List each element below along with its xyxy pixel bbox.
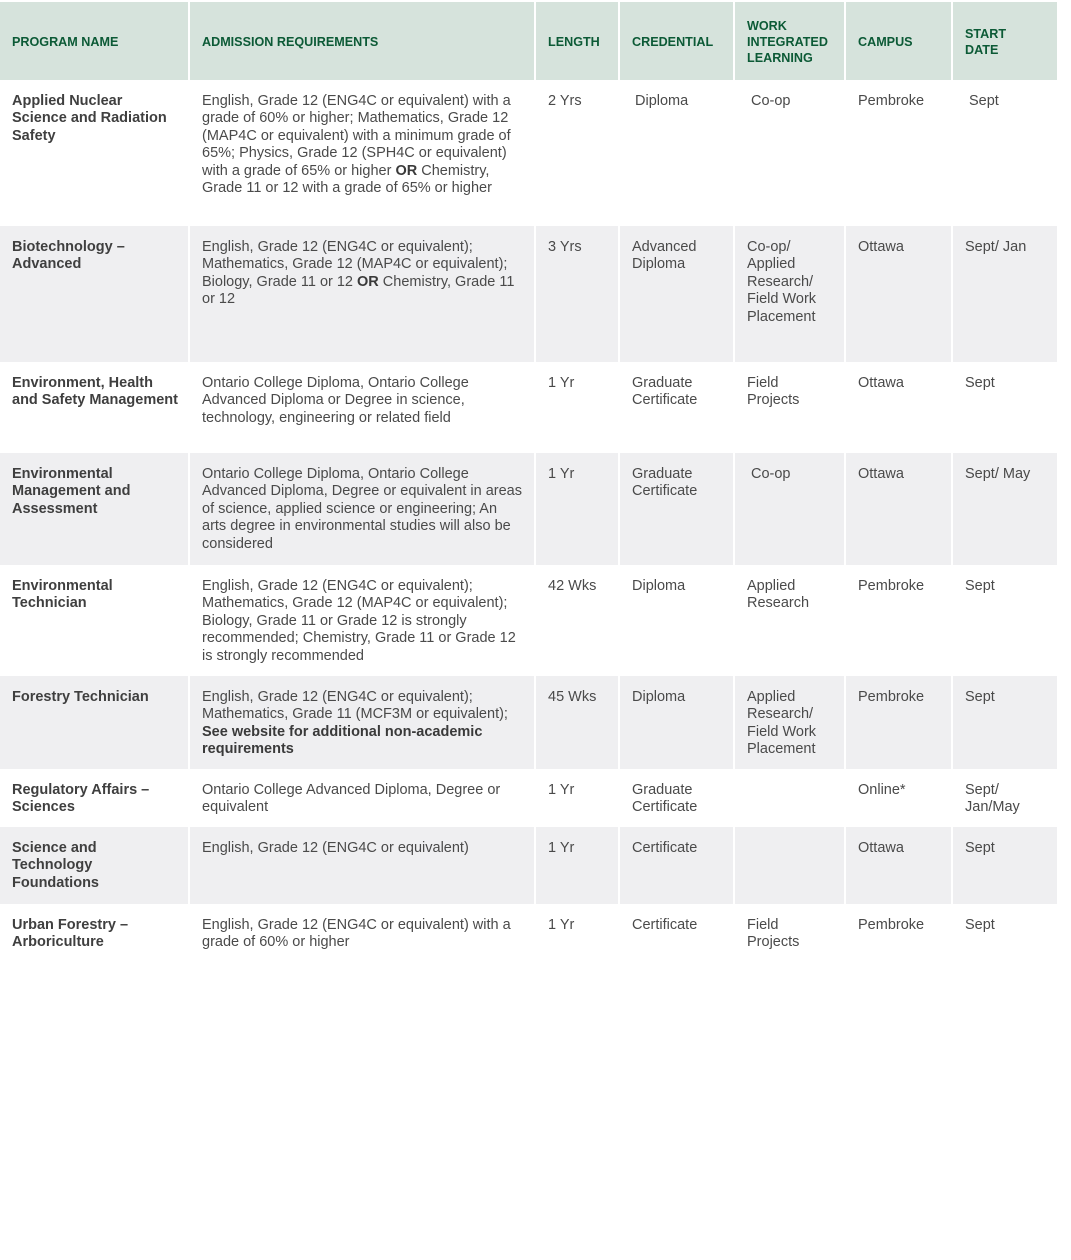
requirement-emphasis: See website for additional non-academic requirements bbox=[202, 723, 483, 758]
campus-cell: Pembroke bbox=[846, 80, 953, 226]
table-row bbox=[0, 565, 1057, 676]
table-row bbox=[0, 362, 1057, 453]
start-date-cell: Sept bbox=[969, 93, 999, 109]
requirement-text: English, Grade 12 (ENG4C or equivalent) with a grade of 60% or higher bbox=[202, 917, 511, 951]
header-credential: CREDENTIAL bbox=[620, 2, 735, 80]
requirement-emphasis: OR bbox=[357, 273, 379, 290]
start-date-cell: Sept/ Jan/May bbox=[965, 782, 1020, 816]
header-row bbox=[0, 2, 1057, 80]
work-integrated-learning-cell: Applied Research bbox=[735, 565, 846, 676]
program-name-cell: Environmental Technician bbox=[0, 565, 190, 676]
start-date-cell: Sept bbox=[965, 375, 995, 391]
requirement-text: English, Grade 12 (ENG4C or equivalent); Mathematics, Grade 12 (MAP4C or equivalent); Biology, Grade 11 or 12 bbox=[202, 239, 508, 290]
length-cell: 1 Yr bbox=[536, 362, 620, 453]
admission-requirements-cell bbox=[190, 676, 536, 769]
admission-requirements-cell bbox=[190, 565, 536, 676]
credential-cell: Graduate Certificate bbox=[620, 769, 735, 827]
credential-cell: Diploma bbox=[620, 676, 735, 769]
start-date-cell: Sept bbox=[965, 578, 995, 594]
program-name-cell: Regulatory Affairs – Sciences bbox=[0, 769, 190, 827]
campus-cell: Ottawa bbox=[846, 827, 953, 904]
requirement-text: Ontario College Advanced Diploma, Degree or equivalent bbox=[202, 782, 501, 816]
admission-requirements-cell bbox=[190, 827, 536, 904]
requirement-text: English, Grade 12 (ENG4C or equivalent); Mathematics, Grade 12 (MAP4C or equivalent); Biology, Grade 11 or Grade 12 is strongly recommended; Chemistry, Grade 11 or Grade 12 is strongly recommended bbox=[202, 578, 516, 664]
table-row bbox=[0, 80, 1057, 226]
requirement-text: Chemistry, Grade 11 or 12 with a grade of 65% or higher bbox=[202, 162, 492, 197]
header-work-integrated-learning: WORK INTEGRATED LEARNING bbox=[735, 2, 846, 80]
table-body bbox=[0, 80, 1057, 974]
length-cell: 45 Wks bbox=[536, 676, 620, 769]
work-integrated-learning-cell bbox=[735, 827, 846, 904]
program-name-cell: Science and Technology Foundations bbox=[0, 827, 190, 904]
credential-cell: Certificate bbox=[620, 827, 735, 904]
length-cell: 1 Yr bbox=[536, 453, 620, 565]
program-name-cell: Urban Forestry – Arboriculture bbox=[0, 904, 190, 974]
programs-table bbox=[0, 2, 1057, 974]
header-length: LENGTH bbox=[536, 2, 620, 80]
work-integrated-learning-cell: Applied Research/ Field Work Placement bbox=[735, 676, 846, 769]
admission-requirements-cell bbox=[190, 226, 536, 362]
work-integrated-learning-cell: Co-op bbox=[735, 453, 846, 565]
requirement-text: English, Grade 12 (ENG4C or equivalent) bbox=[202, 840, 469, 856]
campus-cell: Pembroke bbox=[846, 904, 953, 974]
work-integrated-learning-cell bbox=[735, 769, 846, 827]
start-date-cell: Sept bbox=[965, 917, 995, 933]
campus-cell: Online* bbox=[846, 769, 953, 827]
program-name-cell: Applied Nuclear Science and Radiation Safety bbox=[0, 80, 190, 226]
table-row bbox=[0, 676, 1057, 769]
requirement-text: Chemistry, Grade 11 or 12 bbox=[202, 273, 515, 308]
admission-requirements-cell bbox=[190, 904, 536, 974]
start-date-cell: Sept/ May bbox=[953, 453, 1057, 565]
header-program-name: PROGRAM NAME bbox=[0, 2, 190, 80]
admission-requirements-cell bbox=[190, 453, 536, 565]
table-row bbox=[0, 827, 1057, 904]
table-row bbox=[0, 904, 1057, 974]
start-date-cell: Sept bbox=[953, 827, 1057, 904]
length-cell: 1 Yr bbox=[536, 904, 620, 974]
start-date-cell: Sept/ Jan bbox=[953, 226, 1057, 362]
credential-cell: Advanced Diploma bbox=[620, 226, 735, 362]
table-row bbox=[0, 226, 1057, 362]
program-name-cell: Biotechnology – Advanced bbox=[0, 226, 190, 362]
start-date-cell: Sept bbox=[953, 676, 1057, 769]
length-cell: 42 Wks bbox=[536, 565, 620, 676]
length-cell: 2 Yrs bbox=[536, 80, 620, 226]
work-integrated-learning-cell: Co-op bbox=[735, 80, 846, 226]
requirement-emphasis: OR bbox=[395, 162, 418, 179]
requirement-text: English, Grade 12 (ENG4C or equivalent) with a grade of 60% or higher; Mathematics, Grade 12 (MAP4C or equivalent) with a minimum grade of 65%; Physics, Grade 12 (SPH4C or equivalent) with a grade of 65% or higher bbox=[202, 93, 511, 179]
header-campus: CAMPUS bbox=[846, 2, 953, 80]
work-integrated-learning-cell: Field Projects bbox=[735, 362, 846, 453]
work-integrated-learning-cell: Co-op/ Applied Research/ Field Work Placement bbox=[735, 226, 846, 362]
credential-cell: Diploma bbox=[620, 565, 735, 676]
work-integrated-learning-cell: Field Projects bbox=[735, 904, 846, 974]
credential-cell: Certificate bbox=[620, 904, 735, 974]
campus-cell: Ottawa bbox=[846, 362, 953, 453]
program-name-cell: Forestry Technician bbox=[0, 676, 190, 769]
length-cell: 3 Yrs bbox=[536, 226, 620, 362]
header-admission-requirements: ADMISSION REQUIREMENTS bbox=[190, 2, 536, 80]
campus-cell: Ottawa bbox=[846, 453, 953, 565]
program-name-cell: Environmental Management and Assessment bbox=[0, 453, 190, 565]
header-start-date: START DATE bbox=[953, 2, 1057, 80]
length-cell: 1 Yr bbox=[536, 827, 620, 904]
campus-cell: Ottawa bbox=[846, 226, 953, 362]
requirement-text: Ontario College Diploma, Ontario College Advanced Diploma, Degree or equivalent in areas of science, applied science or engineering; An arts degree in environmental studies will also be considered bbox=[202, 466, 522, 552]
requirement-text: English, Grade 12 (ENG4C or equivalent); Mathematics, Grade 11 (MCF3M or equivalent); bbox=[202, 689, 508, 723]
campus-cell: Pembroke bbox=[846, 565, 953, 676]
credential-cell: Diploma bbox=[620, 80, 735, 226]
length-cell: 1 Yr bbox=[536, 769, 620, 827]
admission-requirements-cell bbox=[190, 80, 536, 226]
credential-cell: Graduate Certificate bbox=[620, 362, 735, 453]
table-row bbox=[0, 453, 1057, 565]
program-name-cell: Environment, Health and Safety Management bbox=[0, 362, 190, 453]
credential-cell: Graduate Certificate bbox=[620, 453, 735, 565]
admission-requirements-cell bbox=[190, 362, 536, 453]
requirement-text: Ontario College Diploma, Ontario College Advanced Diploma or Degree in science, technology, engineering or related field bbox=[202, 375, 469, 426]
table-row bbox=[0, 769, 1057, 827]
campus-cell: Pembroke bbox=[846, 676, 953, 769]
admission-requirements-cell bbox=[190, 769, 536, 827]
